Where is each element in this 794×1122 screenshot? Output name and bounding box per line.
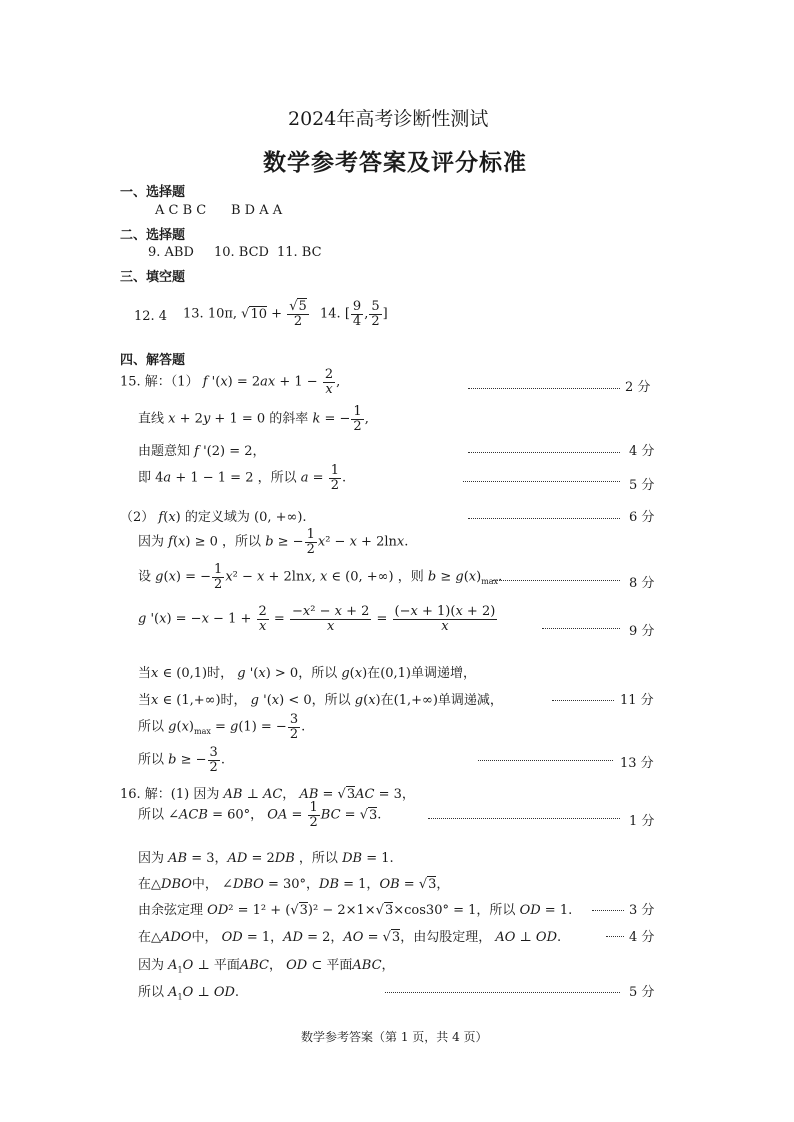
score-q15-2: 4 分: [629, 444, 655, 459]
q15-line-1: 15. 解：（1） f '(x) = 2ax + 1 − $\frac{2}{x}$ ,: [120, 367, 341, 397]
q15-line-12: 所以 b ≥ − $\frac{3}{2}$ .: [138, 745, 225, 775]
q15-line-8: g '(x) = −x − 1 + $\frac{2}{x}$ = $\frac{\text{−x² − x + 2}}{x}$ = $\frac{(-x + 1)(x + 2)}{x}$: [138, 604, 496, 634]
section-title-choice: 一、选择题: [120, 185, 186, 200]
section-title-multi-choice: 二、选择题: [120, 228, 186, 243]
answer-q10: 10. BCD: [214, 245, 269, 260]
score-q15-8: 13 分: [620, 756, 654, 771]
score-q16-1: 1 分: [629, 814, 655, 829]
score-leader: [463, 481, 620, 482]
score-leader: [468, 452, 620, 453]
q15-line-10: 当x ∈ (1,+∞)时， g '(x) < 0，所以 g(x)在(1,+∞)单调递减，: [138, 693, 503, 708]
page-footer: 数学参考答案（第 1 页，共 4 页）: [301, 1030, 488, 1044]
score-q15-6: 9 分: [629, 624, 655, 639]
score-q15-3: 5 分: [629, 478, 655, 493]
answers-5-8: B D A A: [231, 203, 283, 218]
q15-line-11: 所以 $g(x)_{max} = g(1)$ = − $\frac{3}{2}$ .: [138, 712, 306, 742]
score-q15-7: 11 分: [620, 693, 654, 708]
q16-line-4: 在△DBO中， ∠DBO = 30°，DB = 1，OB = √3，: [138, 877, 450, 892]
answers-1-4: A C B C: [155, 203, 207, 218]
answer-q9: 9. ABD: [148, 245, 194, 260]
q15-line-3: 由题意知 f '(2) = 2，: [138, 444, 266, 459]
score-leader: [385, 992, 620, 993]
score-leader: [468, 518, 620, 519]
score-q15-5: 8 分: [629, 576, 655, 591]
score-leader: [492, 580, 620, 581]
q16-line-6: 在△ADO中， OD = 1，AD = 2，AO = √3，由勾股定理， AO ⊥ OD.: [138, 930, 562, 945]
page-title: 2024年高考诊断性测试: [288, 108, 489, 130]
section-title-fill-blank: 三、填空题: [120, 270, 186, 285]
section-title-solutions: 四、解答题: [120, 353, 186, 368]
score-q15-1: 2 分: [625, 380, 651, 395]
score-leader: [428, 818, 620, 819]
answer-q13: 13. 10π, √10 + $\frac{√5}{2}$: [183, 299, 307, 329]
q15-line-2: 直线 x + 2y + 1 = 0 的斜率 k = − $\frac{1}{2}$ ,: [138, 404, 369, 434]
score-q16-2: 3 分: [629, 903, 655, 918]
q16-line-1: 16. 解：(1) 因为 AB ⊥ AC， AB = √3AC = 3，: [120, 787, 415, 802]
score-leader: [592, 910, 624, 911]
q15-line-7: 设 g(x) = − $\frac{1}{2}$ x² − x + 2lnx, x ∈ (0, +∞) ，则 $b \ge g(x)_{max}$.: [138, 562, 503, 592]
q15-line-9: 当x ∈ (0,1)时， g '(x) > 0，所以 g(x)在(0,1)单调递增，: [138, 666, 477, 681]
score-q16-3: 4 分: [629, 930, 655, 945]
q16-line-5: 由余弦定理 OD² = 1² + (√3)² − 2×1×√3×cos30° = 1，所以 OD = 1.: [138, 903, 573, 918]
q15-line-5: （2） f(x) 的定义域为 (0, +∞).: [120, 510, 307, 525]
answer-q11: 11. BC: [277, 245, 322, 260]
q16-line-2: 所以 ∠ACB = 60°， OA = $\frac{1}{2}$ BC = √3.: [138, 800, 382, 830]
score-q16-4: 5 分: [629, 985, 655, 1000]
q15-line-6: 因为 f(x) ≥ 0 ，所以 b ≥ − $\frac{1}{2}$ x² − x + 2lnx.: [138, 527, 409, 557]
q16-line-8: 所以 $A_1O$ ⊥ OD.: [138, 985, 240, 1002]
score-leader: [606, 936, 624, 937]
answer-q12: 12. 4: [134, 309, 168, 324]
answer-q14: 14. [ $\frac{9}{4}$ , $\frac{5}{2}$ ]: [320, 299, 388, 329]
score-leader: [552, 700, 614, 701]
score-leader: [478, 760, 613, 761]
score-leader: [468, 388, 620, 389]
score-leader: [542, 628, 620, 629]
score-q15-4: 6 分: [629, 510, 655, 525]
q16-line-3: 因为 AB = 3，AD = 2DB ，所以 DB = 1.: [138, 851, 394, 866]
page-subtitle: 数学参考答案及评分标准: [263, 149, 527, 176]
q15-line-4: 即 4a + 1 − 1 = 2 ，所以 a = $\frac{1}{2}$ .: [138, 463, 347, 493]
q16-line-7: 因为 $A_1O$ ⊥ 平面ABC， OD ⊂ 平面ABC，: [138, 958, 395, 975]
